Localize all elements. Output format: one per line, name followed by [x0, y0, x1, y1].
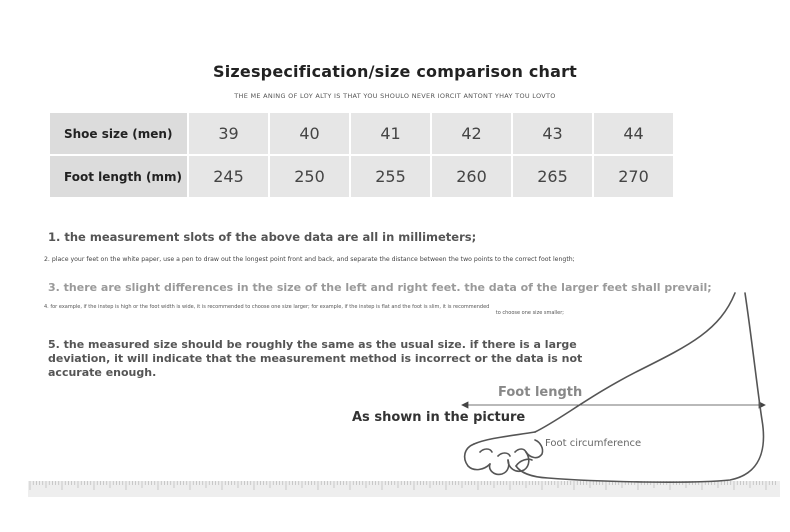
table-cell: 260: [432, 156, 511, 197]
note-5: 5. the measured size should be roughly the same as the usual size. if there is a large deviation, it will indicate that the measurement method is incorrect or the data is not accurate enough.: [48, 338, 583, 379]
foot-circumference-label: Foot circumference: [545, 438, 642, 449]
table-cell: 255: [351, 156, 430, 197]
note-2: 2. place your feet on the white paper, use a pen to draw out the longest point front and back, and separate the distance between the two points to the correct foot length;: [44, 256, 575, 263]
note-1: 1. the measurement slots of the above data are all in millimeters;: [48, 230, 477, 244]
page-title: Sizespecification/size comparison chart: [212, 62, 578, 81]
shown-in-picture-label: As shown in the picture: [352, 410, 526, 425]
note-4-line-1: 4. for example, if the instep is high or the foot width is wide, it is recommended to choose one size larger; for example, if the instep is flat and the foot is slim, it is recommended: [44, 304, 490, 310]
table-cell: 265: [513, 156, 592, 197]
table-cell: 41: [351, 113, 430, 154]
page-subtitle: THE ME ANING OF LOY ALTY IS THAT YOU SHOULO NEVER IORCIT ANTONT YHAY TOU LOVTO: [234, 92, 556, 100]
table-cell: 250: [270, 156, 349, 197]
foot-length-arrow-icon: [462, 402, 765, 408]
table-cell: 245: [189, 156, 268, 197]
table-cell: 40: [270, 113, 349, 154]
note-4-line-2: to choose one size smaller;: [495, 310, 564, 316]
table-cell: 43: [513, 113, 592, 154]
foot-length-label: Foot length: [498, 385, 583, 400]
row-header-foot-length: Foot length (mm): [50, 156, 187, 197]
table-cell: 42: [432, 113, 511, 154]
table-cell: 44: [594, 113, 673, 154]
note-3: 3. there are slight differences in the size of the left and right feet. the data of the larger feet shall prevail;: [48, 281, 712, 294]
table-cell: 270: [594, 156, 673, 197]
table-cell: 39: [189, 113, 268, 154]
row-header-shoe-size: Shoe size (men): [50, 113, 187, 154]
ruler-icon: [28, 481, 780, 497]
